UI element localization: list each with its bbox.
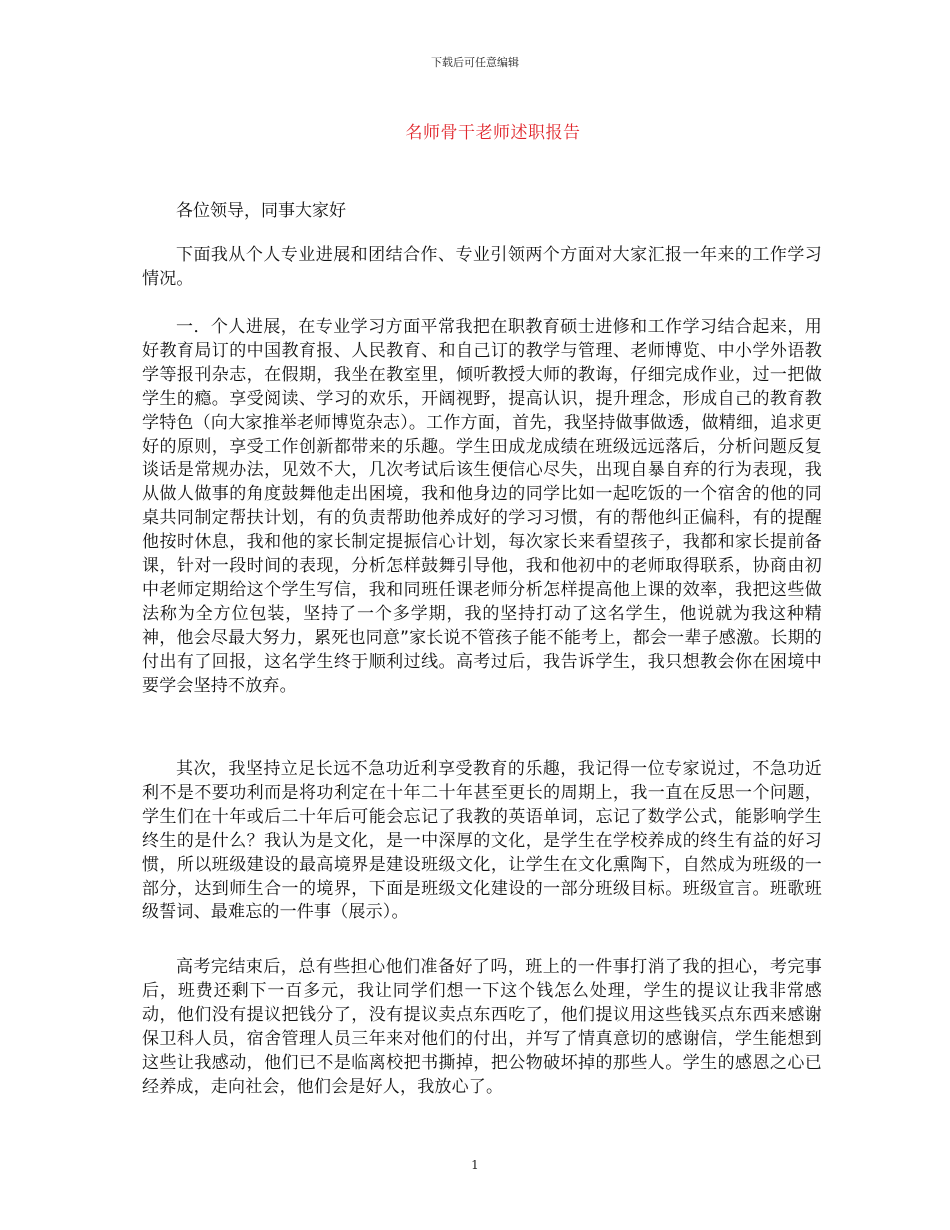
page-number: 1	[471, 1158, 479, 1172]
salutation: 各位领导，同事大家好	[176, 201, 346, 221]
document-title: 名师骨干老师述职报告	[405, 123, 581, 143]
paragraph-after-exam: 高考完结束后，总有些担心他们准备好了吗，班上的一件事打消了我的担心，考完事后，班费还剩下一百多元，我让同学们想一下这个钱怎么处理，学生的提议让我非常感动，他们没有提议把钱分了，没有提议卖点东西吃了，他们提议用这些钱买点东西来感谢保卫科人员，宿舍管理人员三年来对他们的付出，并写了情真意切的感谢信，学生能想到这些让我感动，他们已不是临离校把书撕掉，把公物破坏掉的那些人。学生的感恩之心已经养成，走向社会，他们会是好人，我放心了。	[142, 957, 822, 1097]
paragraph-personal-progress: 一．个人进展，在专业学习方面平常我把在职教育硕士进修和工作学习结合起来，用好教育局订的中国教育报、人民教育、和自己订的教学与管理、老师博览、中小学外语教学等报刊杂志，在假期，我坐在教室里，倾听教授大师的教诲，仔细完成作业，过一把做学生的瘾。享受阅读、学习的欢乐，开阔视野，提高认识，提升理念，形成自己的教育教学特色（向大家推举老师博览杂志）。工作方面，首先，我坚持做事做透，做精细，追求更好的原则，享受工作创新都带来的乐趣。学生田成龙成绩在班级远远落后，分析问题反复谈话是常规办法，见效不大，几次考试后该生便信心尽失，出现自暴自弃的行为表现，我从做人做事的角度鼓舞他走出困境，我和他身边的同学比如一起吃饭的一个宿舍的他的同桌共同制定帮扶计划，有的负责帮助他养成好的学习习惯，有的帮他纠正偏科，有的提醒他按时休息，我和他的家长制定提振信心计划，每次家长来看望孩子，我都和家长提前备课，针对一段时间的表现，分析怎样鼓舞引导他，我和他初中的老师取得联系，协商由初中老师定期给这个学生写信，我和同班任课老师分析怎样提高他上课的效率，我把这些做法称为全方位包装，坚持了一个多学期，我的坚持打动了这名学生，他说就为我这种精神，他会尽最大努力，累死也同意”家长说不管孩子能不能考上，都会一辈子感激。长期的付出有了回报，这名学生终于顺利过线。高考过后，我告诉学生，我只想教会你在困境中要学会坚持不放弃。	[142, 317, 822, 696]
paragraph-intro: 下面我从个人专业进展和团结合作、专业引领两个方面对大家汇报一年来的工作学习情况。	[142, 245, 822, 289]
header-note: 下载后可任意编辑	[431, 56, 519, 69]
paragraph-long-term-view: 其次，我坚持立足长远不急功近利享受教育的乐趣，我记得一位专家说过，不急功近利不是不要功利而是将功利定在十年二十年甚至更长的周期上，我一直在反思一个问题，学生们在十年或后二十年后可能会忘记了我教的英语单词，忘记了数学公式，能影响学生终生的是什么？我认为是文化，是一中深厚的文化，是学生在学校养成的终生有益的好习惯，所以班级建设的最高境界是建设班级文化，让学生在文化熏陶下，自然成为班级的一部分，达到师生合一的境界，下面是班级文化建设的一部分班级目标。班级宣言。班歌班级誓词、最难忘的一件事（展示）。	[142, 759, 822, 923]
